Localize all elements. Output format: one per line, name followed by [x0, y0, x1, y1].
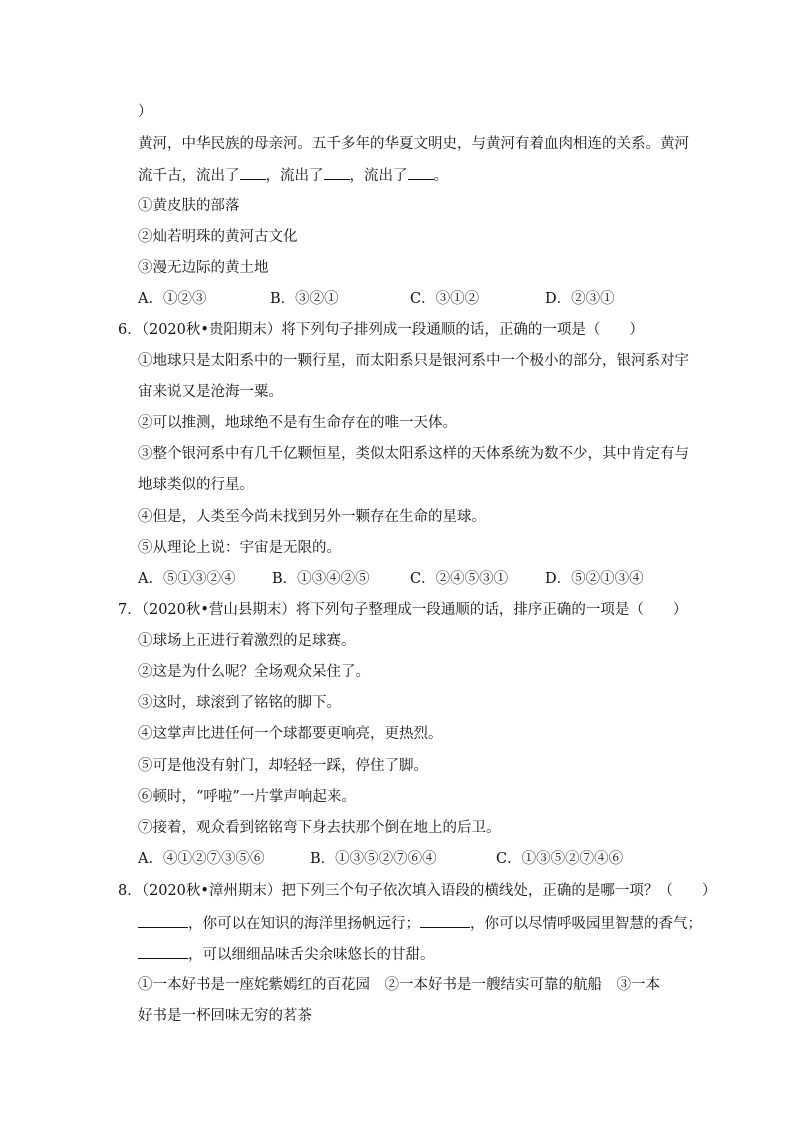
q6-sentence-3-line-2: 地球类似的行星。 — [138, 477, 254, 493]
q8-choices-line-2: 好书是一杯回味无穷的茗茶 — [138, 1008, 312, 1024]
q7-item-2: ②这是为什么呢？全场观众呆住了。 — [138, 664, 370, 680]
q8-blank-2 — [420, 913, 470, 928]
q5-item-2: ②灿若明珠的黄河古文化 — [138, 229, 298, 245]
q6-sentence-1-line-2: 宙来说又是沧海一粟。 — [138, 384, 283, 400]
q7-item-6: ⑥顿时，“呼啦”一片掌声响起来。 — [138, 789, 356, 805]
q8-blank-3 — [138, 944, 188, 959]
q5-passage-line-1: 黄河，中华民族的母亲河。五千多年的华夏文明史，与黄河有着血肉相连的关系。黄河 — [138, 136, 689, 152]
q7-option-c[interactable]: C．①③⑤②⑦④⑥ — [496, 851, 624, 867]
q6-sentence-1-line-1: ①地球只是太阳系中的一颗行星，而太阳系只是银河系中一个极小的部分，银河系对宇 — [138, 353, 689, 369]
q6-option-c[interactable]: C．②④⑤③① — [410, 571, 509, 587]
q6-option-a[interactable]: A．⑤①③②④ — [138, 571, 236, 587]
q5-blank-3 — [408, 165, 434, 180]
q6-option-b[interactable]: B．①③④②⑤ — [272, 571, 370, 587]
q5-passage-line-2: 流千古，流出了 ，流出了 ，流出了 。 — [138, 165, 448, 186]
q5-option-c[interactable]: C．③①② — [410, 291, 480, 307]
q7-item-5: ⑤可是他没有射门，却轻轻一踩，停住了脚。 — [138, 758, 428, 774]
q5-option-a[interactable]: A．①②③ — [138, 291, 207, 307]
q6-stem: 6．（2020秋•贵阳期末）将下列句子排列成一段通顺的话，正确的一项是（ ） — [118, 322, 644, 338]
q8-choices-line-1: ①一本好书是一座姹紫嫣红的百花园 ②一本好书是一艘结实可靠的航船 ③一本 — [138, 977, 660, 993]
q7-option-b[interactable]: B．①③⑤②⑦⑥④ — [310, 851, 437, 867]
q7-stem: 7．（2020秋•营山县期末）将下列句子整理成一段通顺的话，排序正确的一项是（ ） — [118, 602, 688, 618]
q5-blank-1 — [240, 165, 266, 180]
q6-sentence-2: ②可以推测，地球绝不是有生命存在的唯一天体。 — [138, 415, 457, 431]
q6-option-d[interactable]: D．⑤②①③④ — [545, 571, 644, 587]
q7-item-3: ③这时，球滚到了铭铭的脚下。 — [138, 695, 341, 711]
q5-blank-2 — [324, 165, 350, 180]
q8-passage-line-2: ，可以细细品味舌尖余味悠长的甘甜。 — [138, 944, 435, 965]
q5-stem-continuation: ） — [138, 104, 153, 120]
q7-option-a[interactable]: A．④①②⑦③⑤⑥ — [138, 851, 265, 867]
q7-item-4: ④这掌声比进任何一个球都要更响亮，更热烈。 — [138, 726, 443, 742]
q8-stem: 8．（2020秋•漳州期末）把下列三个句子依次填入语段的横线处，正确的是哪一项？（ ） — [118, 883, 717, 899]
q8-blank-1 — [138, 913, 188, 928]
q8-passage-line-1: ，你可以在知识的海洋里扬帆远行； ，你可以尽情呼吸园里智慧的香气； — [138, 913, 702, 934]
q6-sentence-3-line-1: ③整个银河系中有几千亿颗恒星，类似太阳系这样的天体系统为数不少，其中肯定有与 — [138, 446, 689, 462]
q5-option-b[interactable]: B．③②① — [270, 291, 339, 307]
q6-sentence-5: ⑤从理论上说：宇宙是无限的。 — [138, 540, 341, 556]
q6-sentence-4: ④但是，人类至今尚未找到另外一颗存在生命的星球。 — [138, 509, 486, 525]
q7-item-7: ⑦接着，观众看到铭铭弯下身去扶那个倒在地上的后卫。 — [138, 820, 501, 836]
q5-item-1: ①黄皮肤的部落 — [138, 198, 240, 214]
q5-item-3: ③漫无边际的黄土地 — [138, 260, 269, 276]
q5-option-d[interactable]: D．②③① — [545, 291, 615, 307]
q7-item-1: ①球场上正进行着激烈的足球赛。 — [138, 633, 356, 649]
